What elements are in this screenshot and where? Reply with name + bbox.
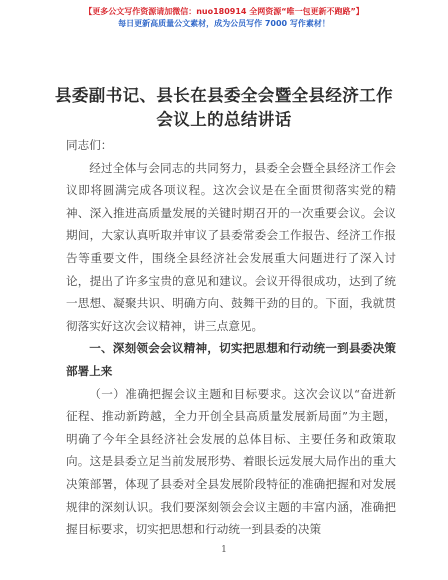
document-body — [66, 134, 396, 541]
section-heading-1: 一、深刻领会会议精神，切实把思想和行动统一到县委决策部署上来 — [66, 341, 396, 378]
promo-banner-line2: 每日更新高质量公文素材，成为公员写作 7000 写作素材！ — [118, 19, 330, 28]
title-line1: 县委副书记、县长在县委全会暨全县经济工作 — [55, 86, 393, 105]
paragraph-subsection-1: （一）准确把握会议主题和目标要求。这次会议以“奋进新征程、推动新跨越，全力开创全县高质量发展新局面”为主题，明确了今年全县经济社会发展的总体目标、主要任务和政策取向。这是县委立足当前发展形势、着眼长远发展大局作出的重大决策部署，体现了县委对全县发展阶段特征的准确把握和对发展规律的深刻认识。我们要深刻领会会议主题的丰富内涵，准确把握目标要求，切实把思想和行动统一到县委的决策 — [66, 386, 396, 537]
document-title — [40, 84, 408, 132]
promo-banner — [0, 6, 448, 30]
page-number: 1 — [221, 545, 227, 555]
promo-banner-line1: 【更多公文写作资源请加微信：nuo180914 全网资源“唯一包更新不跑路”】 — [84, 7, 364, 16]
paragraph-intro: 经过全体与会同志的共同努力，县委全会暨全县经济工作会议即将圆满完成各项议程。这次会议是在全面贯彻落实党的精神、深入推进高质量发展的关键时期召开的一次重要会议。会议期间，大家认真听取并审议了县委常委会工作报告、经济工作报告等重要文件，围绕全县经济社会发展重大问题进行了深入讨论，提出了许多宝贵的意见和建议。会议开得很成功，达到了统一思想、凝聚共识、明确方向、鼓舞干劲的目的。下面，我就贯彻落实好这次会议精神，讲三点意见。 — [66, 160, 396, 333]
greeting: 同志们： — [66, 138, 113, 152]
title-line2: 会议上的总结讲话 — [156, 110, 292, 129]
